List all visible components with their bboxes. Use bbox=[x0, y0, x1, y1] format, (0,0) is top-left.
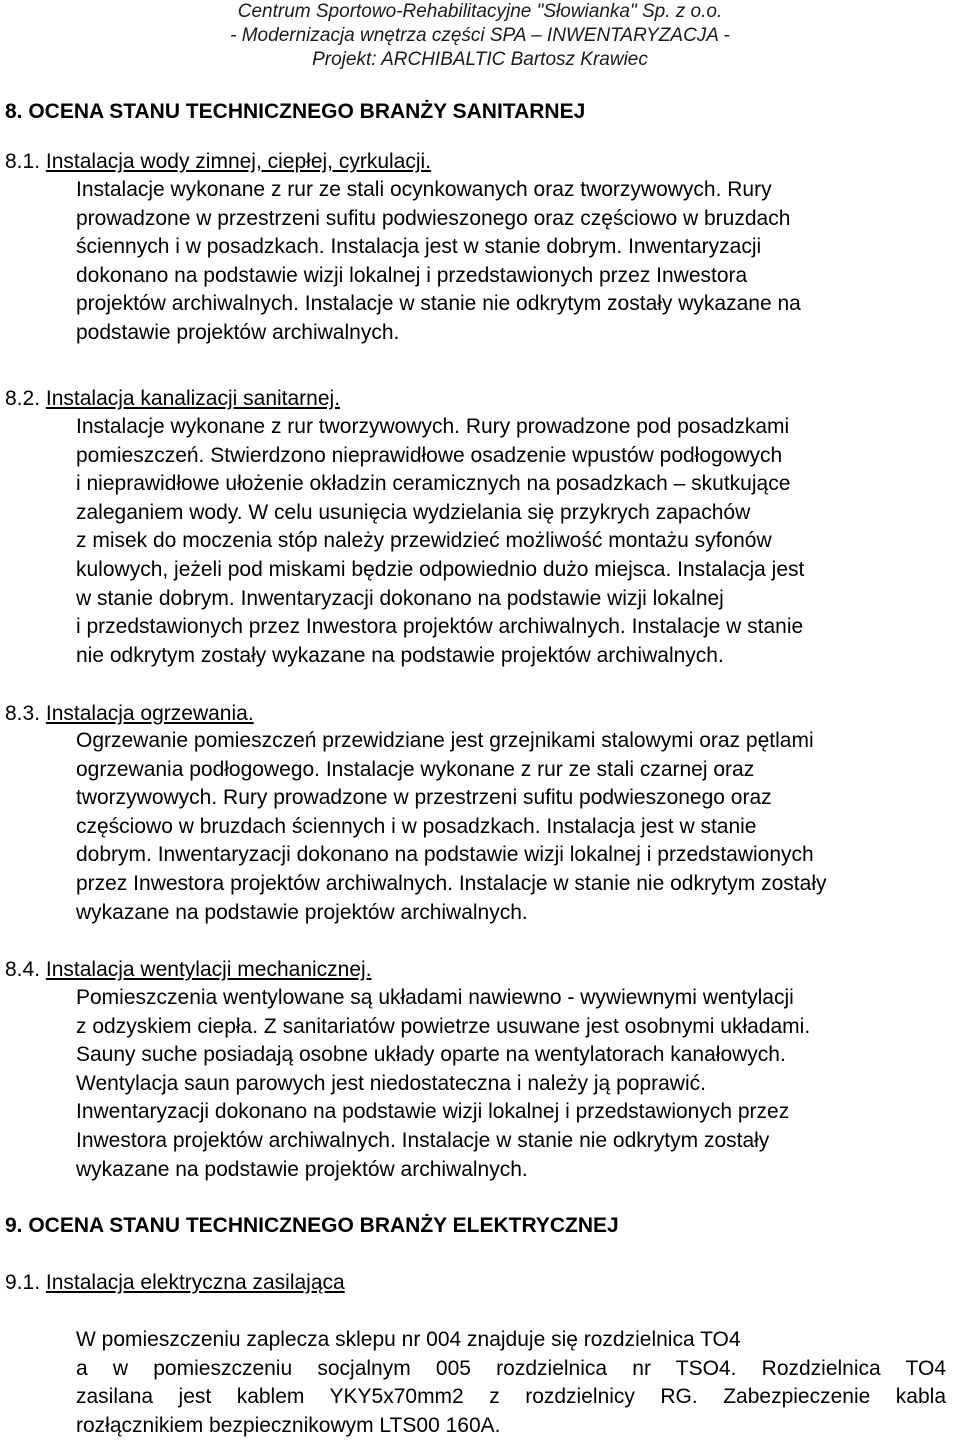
section-8-heading: 8. OCENA STANU TECHNICZNEGO BRANŻY SANITARNEJ bbox=[5, 100, 586, 123]
subsection-8-2-title bbox=[5, 385, 340, 413]
paragraph-line: i nieprawidłowe ułożenie okładzin ceramicznych na posadzkach – skutkujące bbox=[76, 472, 791, 496]
subsection-title: Instalacja wentylacji mechanicznej. bbox=[45, 958, 372, 981]
subsection-title: Instalacja wody zimnej, ciepłej, cyrkulacji. bbox=[45, 150, 432, 173]
paragraph-line: zaleganiem wody. W celu usunięcia wydzielania się przykrych zapachów bbox=[76, 500, 751, 524]
header-author: Projekt: ARCHIBALTIC Bartosz Krawiec bbox=[312, 49, 648, 70]
paragraph-line: Wentylacja saun parowych jest niedostateczna i należy ją poprawić. bbox=[76, 1071, 706, 1095]
subsection-8-4-title bbox=[5, 956, 372, 984]
header-company: Centrum Sportowo-Rehabilitacyjne "Słowianka" Sp. z o.o. bbox=[237, 1, 723, 22]
paragraph-line: przez Inwestora projektów archiwalnych. Instalacje w stanie nie odkrytym zostały bbox=[76, 871, 827, 895]
subsection-title: Instalacja ogrzewania. bbox=[45, 702, 254, 725]
paragraph-line: nie odkrytym zostały wykazane na podstawie projektów archiwalnych. bbox=[76, 643, 724, 667]
subsection-title: Instalacja kanalizacji sanitarnej. bbox=[45, 387, 341, 410]
subsection-8-1-title bbox=[5, 148, 431, 176]
paragraph-line: dokonano na podstawie wizji lokalnej i przedstawionych przez Inwestora bbox=[76, 263, 748, 287]
paragraph-line: podstawie projektów archiwalnych. bbox=[76, 320, 400, 344]
subsection-8-3-title bbox=[5, 700, 254, 728]
subsection-8-2-body bbox=[76, 413, 804, 670]
paragraph-line: w stanie dobrym. Inwentaryzacji dokonano na podstawie wizji lokalnej bbox=[76, 586, 724, 610]
paragraph-line: wykazane na podstawie projektów archiwalnych. bbox=[76, 900, 528, 924]
subsection-8-1-body bbox=[76, 176, 801, 348]
paragraph-line: pomieszczeń. Stwierdzono nieprawidłowe osadzenie wpustów podłogowych bbox=[76, 443, 783, 467]
subsection-number: 8.2. bbox=[5, 387, 41, 410]
subsection-number: 8.1. bbox=[5, 150, 41, 173]
paragraph-line: a w pomieszczeniu socjalnym 005 rozdzielnica nr TSO4. Rozdzielnica TO4 bbox=[76, 1356, 946, 1380]
paragraph-line: z misek do moczenia stóp należy przewidzieć możliwość montażu syfonów bbox=[76, 529, 772, 553]
paragraph-line: Pomieszczenia wentylowane są układami nawiewno - wywiewnymi wentylacji bbox=[76, 986, 794, 1009]
paragraph-line: rozłącznikiem bezpiecznikowym LTS00 160A. bbox=[76, 1413, 501, 1437]
paragraph-line: Instalacje wykonane z rur ze stali ocynkowanych oraz tworzywowych. Rury bbox=[76, 178, 772, 201]
paragraph-line: Inwentaryzacji dokonano na podstawie wizji lokalnej i przedstawionych przez bbox=[76, 1100, 790, 1124]
subsection-title: Instalacja elektryczna zasilająca bbox=[45, 1271, 345, 1294]
subsection-number: 8.4. bbox=[5, 958, 41, 981]
subsection-8-3-body bbox=[76, 727, 826, 927]
paragraph-line: ogrzewania podłogowego. Instalacje wykonane z rur ze stali czarnej oraz bbox=[76, 757, 755, 781]
paragraph-line: kulowych, jeżeli pod miskami będzie odpowiednio dużo miejsca. Instalacja jest bbox=[76, 557, 805, 581]
paragraph-line: Inwestora projektów archiwalnych. Instalacje w stanie nie odkrytym zostały bbox=[76, 1128, 770, 1152]
paragraph-line: W pomieszczeniu zaplecza sklepu nr 004 znajduje się rozdzielnica TO4 bbox=[76, 1328, 741, 1351]
paragraph-line: Instalacje wykonane z rur tworzywowych. Rury prowadzone pod posadzkami bbox=[76, 415, 790, 438]
paragraph-line: tworzywowych. Rury prowadzone w przestrzeni sufitu podwieszonego oraz bbox=[76, 786, 772, 810]
subsection-9-1-body bbox=[76, 1326, 946, 1440]
paragraph-line: z odzyskiem ciepła. Z sanitariatów powietrze usuwane jest osobnymi układami. bbox=[76, 1014, 811, 1038]
subsection-9-1-title bbox=[5, 1269, 345, 1297]
subsection-number: 9.1. bbox=[5, 1271, 41, 1294]
paragraph-line: dobrym. Inwentaryzacji dokonano na podstawie wizji lokalnej i przedstawionych bbox=[76, 843, 814, 867]
paragraph-line: prowadzone w przestrzeni sufitu podwieszonego oraz częściowo w bruzdach bbox=[76, 206, 791, 230]
paragraph-line: projektów archiwalnych. Instalacje w stanie nie odkrytym zostały wykazane na bbox=[76, 292, 801, 316]
paragraph-line: Sauny suche posiadają osobne układy oparte na wentylatorach kanałowych. bbox=[76, 1043, 786, 1067]
subsection-8-4-body bbox=[76, 984, 810, 1184]
paragraph-line: i przedstawionych przez Inwestora projektów archiwalnych. Instalacje w stanie bbox=[76, 615, 804, 639]
section-9-heading: 9. OCENA STANU TECHNICZNEGO BRANŻY ELEKTRYCZNEJ bbox=[5, 1214, 619, 1237]
paragraph-line: Ogrzewanie pomieszczeń przewidziane jest grzejnikami stalowymi oraz pętlami bbox=[76, 729, 814, 752]
paragraph-line: zasilana jest kablem YKY5x70mm2 z rozdzielnicy RG. Zabezpieczenie kabla bbox=[76, 1385, 946, 1409]
paragraph-line: wykazane na podstawie projektów archiwalnych. bbox=[76, 1157, 528, 1181]
paragraph-line: ściennych i w posadzkach. Instalacja jest w stanie dobrym. Inwentaryzacji bbox=[76, 235, 762, 259]
header-project-title: - Modernizacja wnętrza części SPA – INWENTARYZACJA - bbox=[230, 25, 730, 46]
document-header bbox=[0, 0, 960, 72]
subsection-number: 8.3. bbox=[5, 702, 41, 725]
paragraph-line: częściowo w bruzdach ściennych i w posadzkach. Instalacja jest w stanie bbox=[76, 814, 757, 838]
